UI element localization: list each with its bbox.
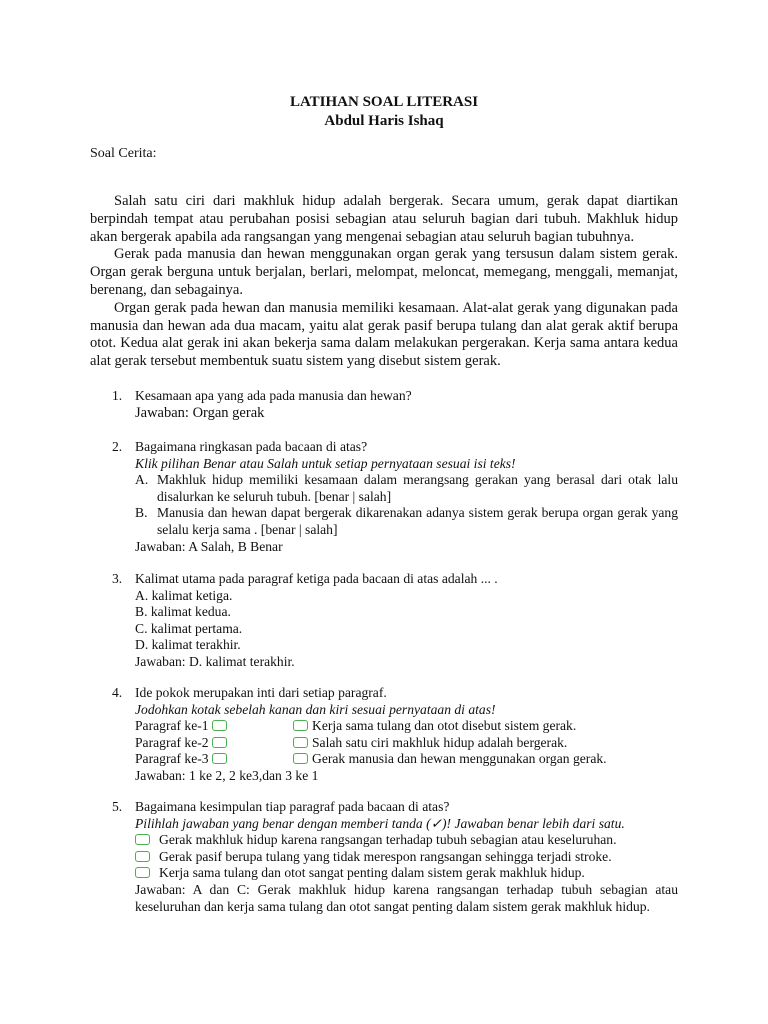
checkbox-option-a[interactable]	[135, 832, 678, 849]
question-1	[90, 388, 678, 421]
checkbox[interactable]	[135, 867, 150, 878]
match-right[interactable]	[293, 735, 567, 752]
checkbox-option-c[interactable]	[135, 865, 678, 882]
question-text: Bagaimana kesimpulan tiap paragraf pada bacaan di atas?	[135, 799, 450, 814]
option-b[interactable]: B. kalimat kedua.	[135, 604, 231, 620]
question-5	[90, 799, 678, 915]
option-a[interactable]: A. kalimat ketiga.	[135, 587, 233, 603]
question-number: 5.	[112, 799, 123, 814]
match-box-left[interactable]	[212, 753, 227, 764]
match-box-left[interactable]	[212, 720, 227, 731]
story-passage	[90, 193, 678, 371]
question-text: Kesamaan apa yang ada pada manusia dan hewan?	[135, 388, 412, 403]
checkbox[interactable]	[135, 851, 150, 862]
checkbox-label: Gerak makhluk hidup karena rangsangan terhadap tubuh sebagian atau keseluruhan.	[159, 832, 617, 848]
option-letter: A.	[135, 472, 149, 488]
question-text: Bagaimana ringkasan pada bacaan di atas?	[135, 439, 368, 454]
match-box-left[interactable]	[212, 737, 227, 748]
checkbox-label: Gerak pasif berupa tulang yang tidak merespon rangsangan sehingga terjadi stroke.	[159, 848, 612, 864]
match-right-label: Gerak manusia dan hewan menggunakan organ gerak.	[312, 751, 607, 767]
passage-paragraph-2: Gerak pada manusia dan hewan menggunakan organ gerak yang tersusun dalam sistem gerak. Organ gerak berguna untuk berjalan, berlari, melompat, meloncat, memegang, menggali, memanjat, berenang, dan sebagainya.	[90, 246, 678, 298]
question-2	[90, 439, 678, 555]
match-row	[135, 735, 678, 752]
match-left-label: Paragraf ke-1	[135, 718, 209, 734]
passage-paragraph-3: Organ gerak pada hewan dan manusia memiliki kesamaan. Alat-alat gerak yang digunakan pada manusia dan hewan ada dua macam, yaitu alat gerak pasif berupa tulang dan alat gerak aktif berupa otot. Kedua alat gerak ini akan bekerja sama dalam melakukan pergerakan. Kerja sama antara kedua alat gerak tersebut membentuk suatu sistem yang disebut sistem gerak.	[90, 299, 678, 370]
match-left[interactable]	[135, 735, 231, 752]
question-4	[90, 685, 678, 785]
checkbox-option-b[interactable]	[135, 849, 678, 866]
match-right-label: Kerja sama tulang dan otot disebut sistem gerak.	[312, 718, 577, 734]
match-box-right[interactable]	[293, 753, 308, 764]
option-d[interactable]: D. kalimat terakhir.	[135, 637, 241, 653]
question-number: 3.	[112, 571, 123, 586]
match-left[interactable]	[135, 751, 231, 768]
match-left-label: Paragraf ke-3	[135, 751, 209, 767]
question-number: 4.	[112, 685, 123, 700]
document-title: LATIHAN SOAL LITERASI	[289, 94, 479, 110]
option-a[interactable]	[135, 472, 678, 505]
match-right-label: Salah satu ciri makhluk hidup adalah bergerak.	[312, 734, 568, 750]
question-instruction: Jodohkan kotak sebelah kanan dan kiri sesuai pernyataan di atas!	[135, 701, 496, 717]
option-text: Manusia dan hewan dapat bergerak dikarenakan adanya sistem gerak berupa organ gerak yang selalu kerja sama . [benar | salah]	[157, 505, 678, 537]
question-text: Ide pokok merupakan inti dari setiap paragraf.	[135, 685, 387, 700]
option-letter: B.	[135, 505, 148, 521]
match-left[interactable]	[135, 718, 231, 735]
match-row	[135, 751, 678, 768]
option-c[interactable]: C. kalimat pertama.	[135, 620, 243, 636]
question-number: 1.	[112, 388, 123, 403]
passage-paragraph-1: Salah satu ciri dari makhluk hidup adalah bergerak. Secara umum, gerak dapat diartikan berpindah tempat atau perubahan posisi sebagian atau seluruh bagian dari tubuh. Makhluk hidup akan bergerak apabila ada rangsangan yang mengenai sebagian atau seluruh bagian tubuhnya.	[90, 193, 678, 245]
checkbox[interactable]	[135, 834, 150, 845]
section-label: Soal Cerita:	[90, 146, 157, 161]
answer-text: Jawaban: D. kalimat terakhir.	[135, 653, 295, 669]
answer-text: Jawaban: Organ gerak	[135, 404, 265, 421]
match-left-label: Paragraf ke-2	[135, 734, 209, 750]
option-b[interactable]	[135, 505, 678, 538]
checkbox-label: Kerja sama tulang dan otot sangat penting dalam sistem gerak makhluk hidup.	[159, 865, 585, 881]
match-row	[135, 718, 678, 735]
answer-text: Jawaban: A dan C: Gerak makhluk hidup karena rangsangan terhadap tubuh sebagian atau keseluruhan dan kerja sama tulang dan otot sangat penting dalam sistem gerak makhluk hidup.	[135, 881, 678, 914]
answer-text: Jawaban: A Salah, B Benar	[135, 538, 283, 554]
match-right[interactable]	[293, 718, 576, 735]
option-text: Makhluk hidup memiliki kesamaan dalam merangsang gerakan yang berasal dari otak lalu disalurkan ke seluruh tubuh. [benar | salah]	[157, 472, 678, 504]
match-box-right[interactable]	[293, 737, 308, 748]
document-author: Abdul Haris Ishaq	[324, 113, 444, 129]
question-text: Kalimat utama pada paragraf ketiga pada bacaan di atas adalah ... .	[135, 571, 498, 586]
match-right[interactable]	[293, 751, 607, 768]
question-number: 2.	[112, 439, 123, 454]
question-instruction: Klik pilihan Benar atau Salah untuk setiap pernyataan sesuai isi teks!	[135, 455, 516, 471]
answer-text: Jawaban: 1 ke 2, 2 ke3,dan 3 ke 1	[135, 767, 319, 783]
question-3	[90, 571, 678, 671]
match-box-right[interactable]	[293, 720, 308, 731]
question-instruction: Pilihlah jawaban yang benar dengan memberi tanda (✓)! Jawaban benar lebih dari satu.	[135, 815, 625, 831]
